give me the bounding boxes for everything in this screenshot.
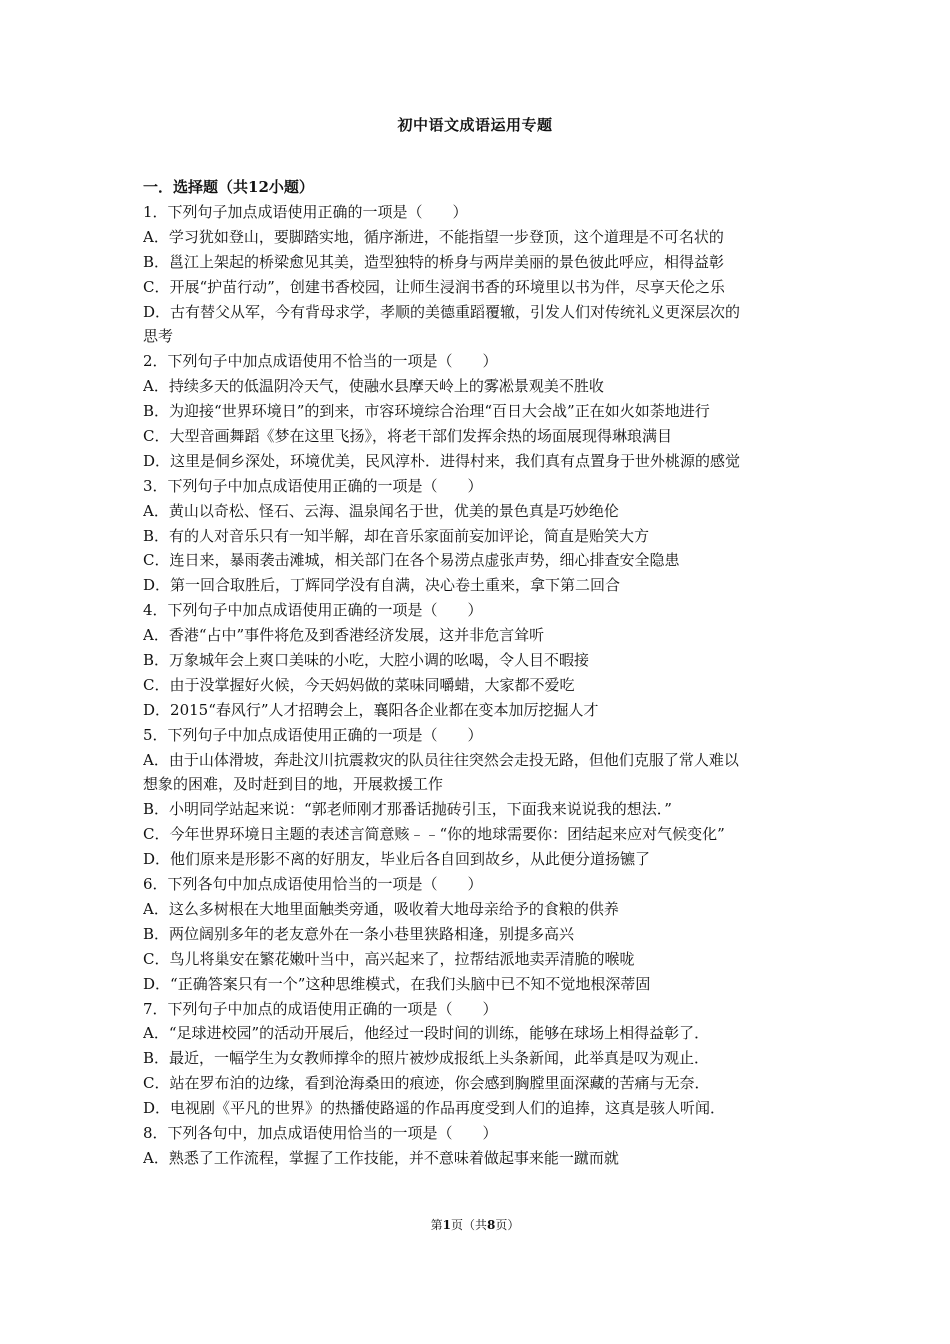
document-line: A．香港“占中”事件将危及到香港经济发展，这并非危言耸听 xyxy=(143,626,545,645)
document-line: 思考 xyxy=(143,327,174,346)
document-line: 想象的困难，及时赶到目的地，开展救援工作 xyxy=(143,775,444,794)
document-line: B．为迎接“世界环境日”的到来，市容环境综合治理“百日大会战”正在如火如荼地进行 xyxy=(143,402,710,421)
document-line: 2．下列句子中加点成语使用不恰当的一项是（ ） xyxy=(143,352,498,371)
footer-page-total: 8 xyxy=(487,1218,496,1232)
document-line: D．这里是侗乡深处，环境优美，民风淳朴．进得村来，我们真有点置身于世外桃源的感觉 xyxy=(143,451,741,470)
document-line: C．站在罗布泊的边缘，看到沧海桑田的痕迹，你会感到胸膛里面深藏的苦痛与无奈． xyxy=(143,1074,710,1093)
document-line: A．“足球进校园”的活动开展后，他经过一段时间的训练，能够在球场上相得益彰了． xyxy=(143,1024,710,1043)
document-line: 3．下列句子中加点成语使用正确的一项是（ ） xyxy=(143,476,483,495)
question-list xyxy=(143,200,823,1171)
document-line: D．第一回合取胜后，丁辉同学没有自满，决心卷土重来，拿下第二回合 xyxy=(143,576,621,595)
document-line: A．这么多树根在大地里面触类旁通，吸收着大地母亲给予的食粮的供养 xyxy=(143,899,619,918)
footer-middle: 页（共 xyxy=(450,1218,487,1232)
document-line: 1．下列句子加点成语使用正确的一项是（ ） xyxy=(143,203,468,221)
footer-suffix: 页） xyxy=(495,1218,520,1232)
document-line: D．“正确答案只有一个”这种思维模式，在我们头脑中已不知不觉地根深蒂固 xyxy=(143,974,651,993)
document-line: D．电视剧《平凡的世界》的热播使路遥的作品再度受到人们的追捧，这真是骇人听闻． xyxy=(143,1099,726,1118)
document-line: C．大型音画舞蹈《梦在这里飞扬》，将老干部们发挥余热的场面展现得琳琅满目 xyxy=(143,427,672,446)
document-line: D．古有替父从军，今有背母求学，孝顺的美德重蹈覆辙，引发人们对传统礼义更深层次的 xyxy=(143,302,741,321)
document-line: A．持续多天的低温阴冷天气，使融水县摩天岭上的雾凇景观美不胜收 xyxy=(143,377,604,396)
document-line: C．开展“护苗行动”，创建书香校园，让师生浸润书香的环境里以书为伴，尽享天伦之乐 xyxy=(143,277,725,296)
document-line: A．由于山体滑坡，奔赴汶川抗震救灾的队员往往突然会走投无路，但他们克服了常人难以 xyxy=(143,750,739,769)
document-line: 4．下列句子中加点成语使用正确的一项是（ ） xyxy=(143,601,483,620)
document-line: D．他们原来是形影不离的好朋友，毕业后各自回到故乡，从此便分道扬镳了 xyxy=(143,850,651,869)
document-line: C．连日来，暴雨袭击滩城，相关部门在各个易涝点虚张声势，细心排查安全隐患 xyxy=(143,551,680,570)
page-title: 初中语文成语运用专题 xyxy=(397,116,553,134)
footer-page-number: 1 xyxy=(442,1218,451,1232)
document-line: B．两位阔别多年的老友意外在一条小巷里狭路相逢，别提多高兴 xyxy=(143,924,575,943)
document-line: B．最近，一幅学生为女教师撑伞的照片被炒成报纸上头条新闻，此举真是叹为观止． xyxy=(143,1049,710,1068)
document-line: C．今年世界环境日主题的表述言简意赅﹣﹣“你的地球需要你：团结起来应对气候变化” xyxy=(143,825,725,844)
document-line: B．有的人对音乐只有一知半解，却在音乐家面前妄加评论，简直是贻笑大方 xyxy=(143,526,650,545)
document-line: 7．下列句子中加点的成语使用正确的一项是（ ） xyxy=(143,999,498,1018)
footer-prefix: 第 xyxy=(430,1218,443,1232)
document-line: B．邕江上架起的桥梁愈见其美，造型独特的桥身与两岸美丽的景色彼此呼应，相得益彰 xyxy=(143,252,725,271)
document-line: 6．下列各句中加点成语使用恰当的一项是（ ） xyxy=(143,875,483,894)
document-line: B．万象城年会上爽口美味的小吃，大腔小调的吆喝，令人目不暇接 xyxy=(143,651,590,670)
document-line: A．熟悉了工作流程，掌握了工作技能，并不意味着做起事来能一蹴而就 xyxy=(143,1148,619,1167)
section-heading: 一．选择题（共12小题） xyxy=(143,178,314,196)
document-line: B．小明同学站起来说：“郭老师刚才那番话抛砖引玉，下面我来说说我的想法．” xyxy=(143,800,672,819)
document-line: C．鸟儿将巢安在繁花嫩叶当中，高兴起来了，拉帮结派地卖弄清脆的喉咙 xyxy=(143,949,635,968)
document-line: C．由于没掌握好火候，今天妈妈做的菜味同嚼蜡，大家都不爱吃 xyxy=(143,675,575,694)
document-line: A．黄山以奇松、怪石、云海、温泉闻名于世，优美的景色真是巧妙绝伦 xyxy=(143,501,619,520)
document-line: D．2015“春风行”人才招聘会上，襄阳各企业都在变本加厉挖掘人才 xyxy=(143,700,599,719)
document-line: 5．下列句子中加点成语使用正确的一项是（ ） xyxy=(143,725,483,744)
document-line: A．学习犹如登山，要脚踏实地，循序渐进，不能指望一步登顶，这个道理是不可名状的 xyxy=(143,227,724,246)
document-line: 8．下列各句中，加点成语使用恰当的一项是（ ） xyxy=(143,1123,498,1142)
page-footer xyxy=(0,1216,950,1233)
